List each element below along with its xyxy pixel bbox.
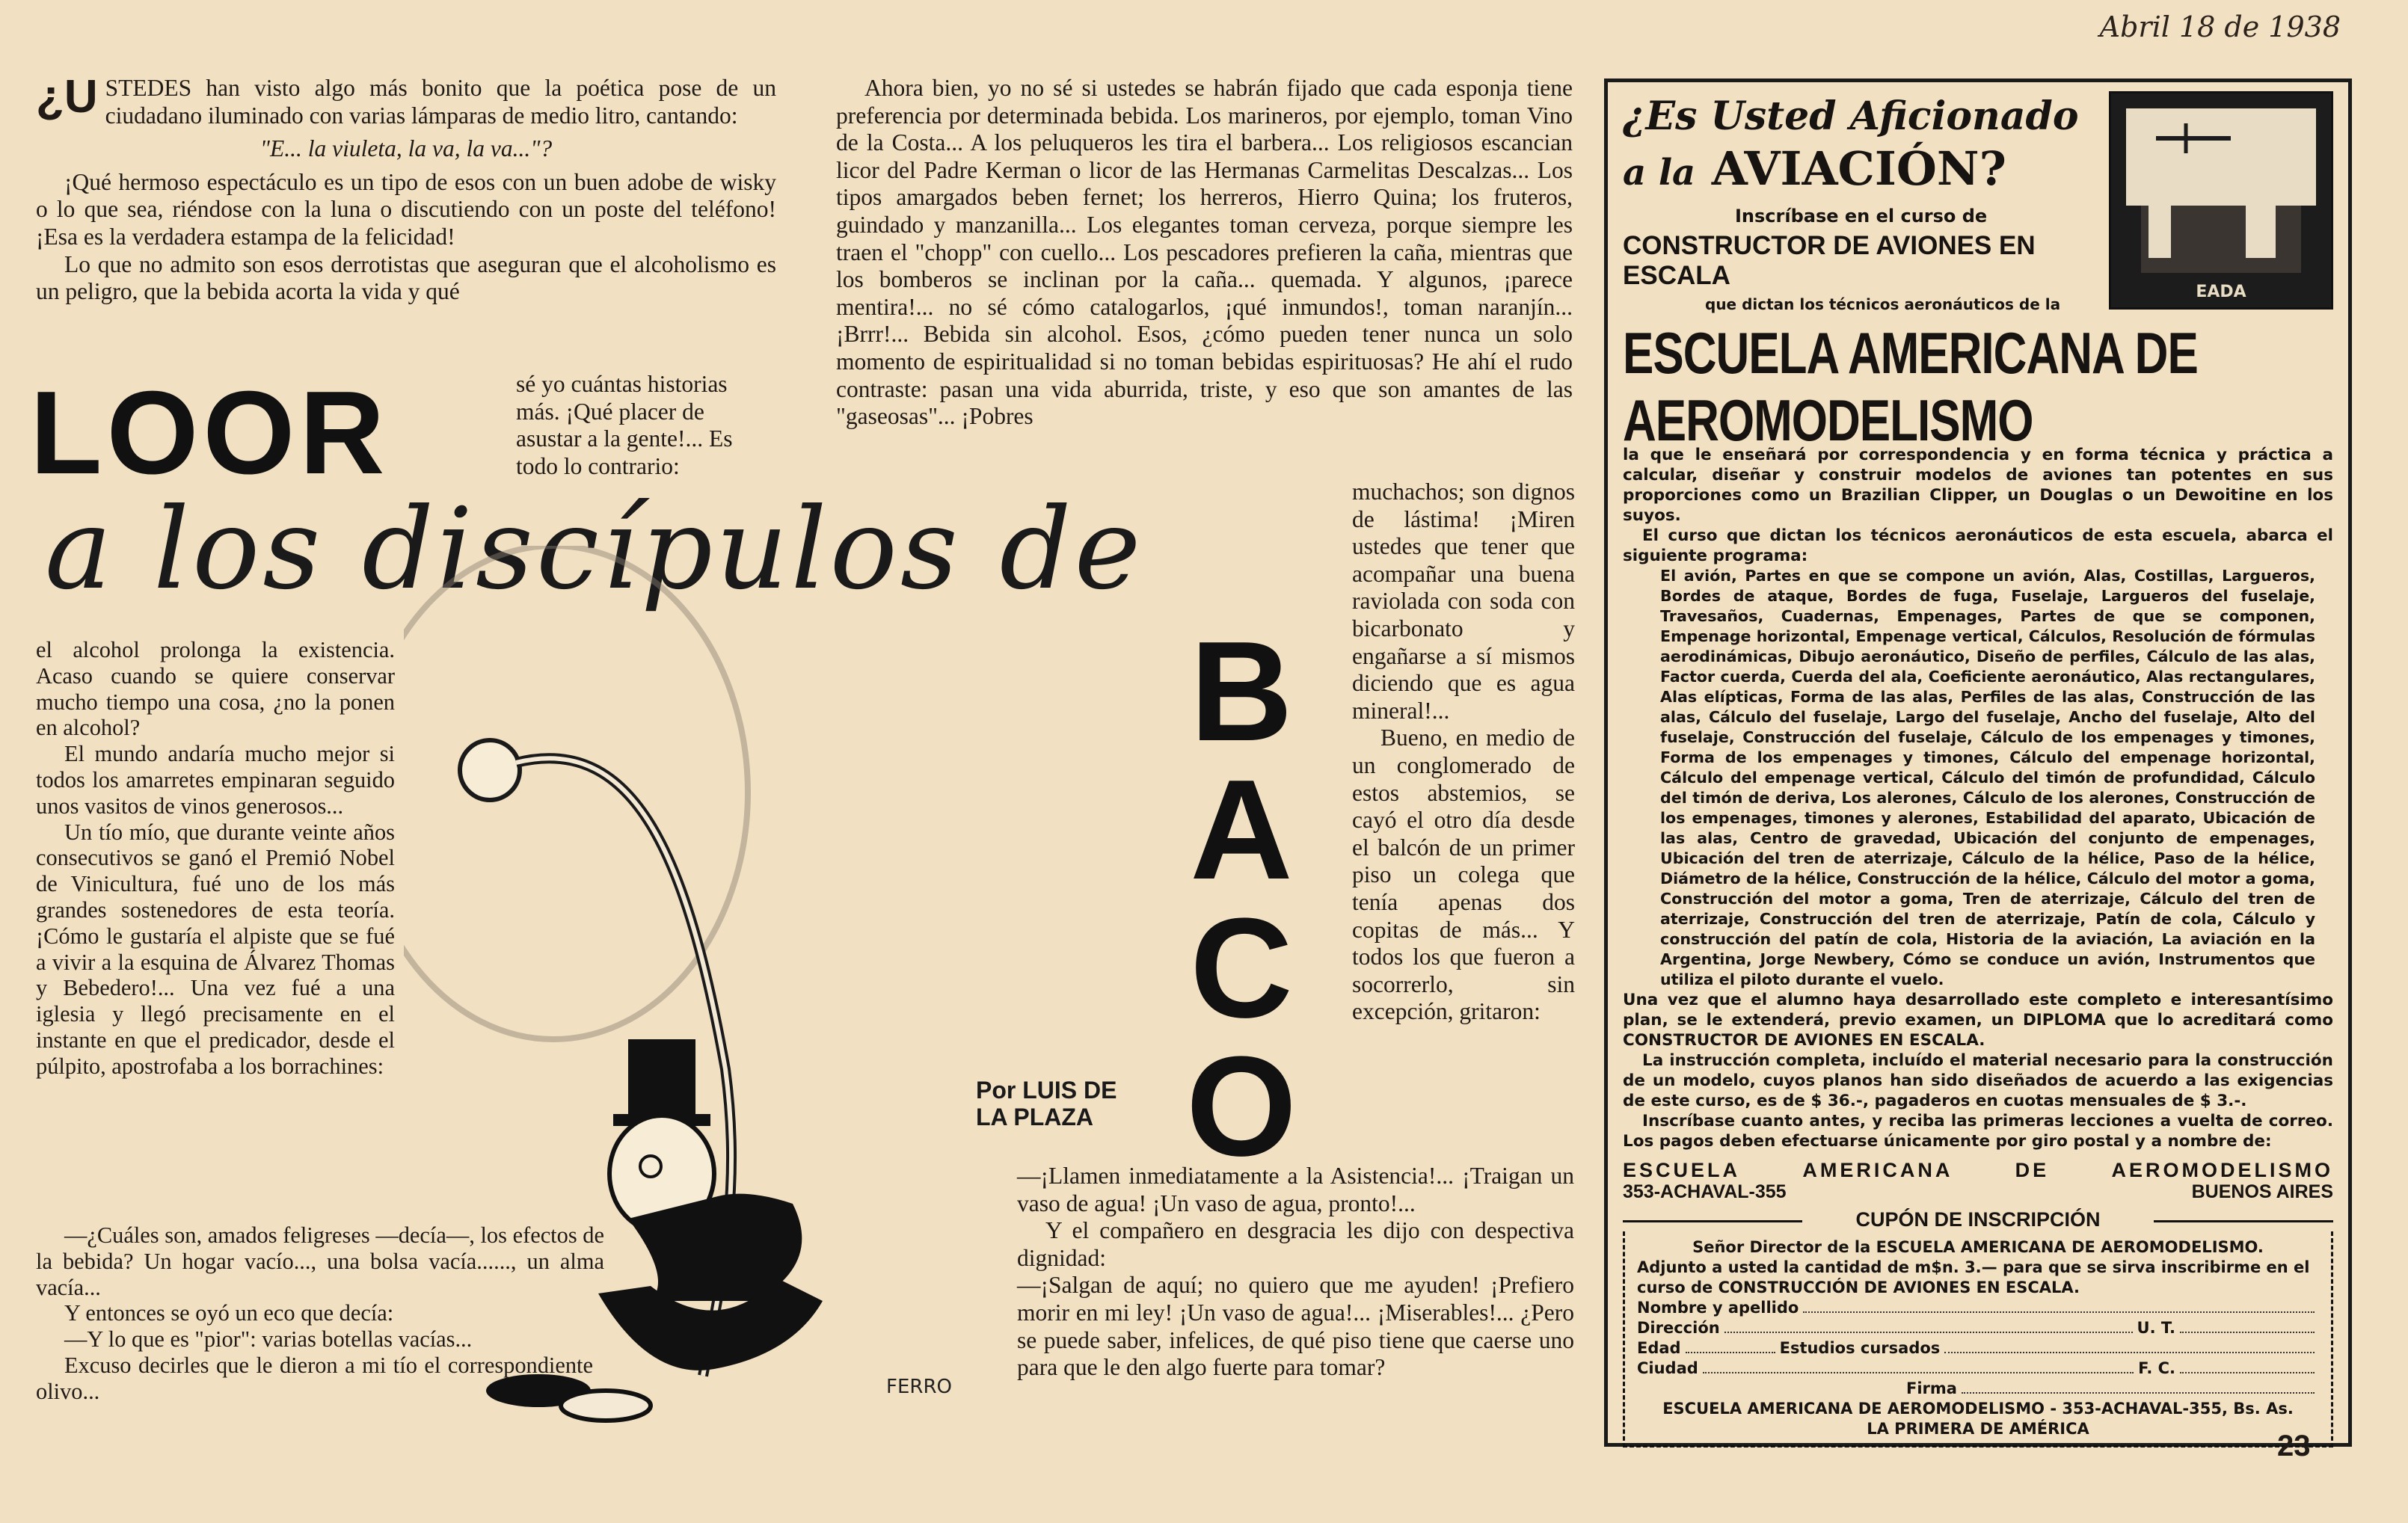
- illustration-label: EADA: [2196, 283, 2246, 301]
- city-field[interactable]: [1637, 1359, 2319, 1379]
- title-letter-c: C: [1190, 889, 1293, 1047]
- article-paragraph: el alcohol prolonga la existencia. Acaso cuando se quiere conservar mucho tiempo una cosa, ¿no la ponen en alcohol?: [36, 637, 395, 741]
- article-paragraph: STEDES han visto algo más bonito que la poética pose de un ciudadano iluminado con varias lámparas de medio litro, cantando:: [105, 75, 776, 129]
- article-paragraph: Y el compañero en desgracia les dijo con despectiva dignidad:: [1017, 1217, 1574, 1271]
- article-column-1-bottom: [36, 637, 395, 1080]
- article-paragraph: ¡Qué hermoso espectáculo es un tipo de esos con un buen adobe de wisky o lo que sea, riéndose con la luna o discutiendo con un poste del teléfono! ¡Esa es la verdadera estampa de la felicidad!: [36, 168, 776, 250]
- title-letter-b: B: [1190, 612, 1293, 771]
- article-paragraph: Y entonces se oyó un eco que decía:: [64, 1300, 394, 1326]
- article-paragraph: Bueno, en medio de un conglomerado de estos abstemios, se cayó el otro día desde el balcón de un primer piso un colega que tenía apenas dos copitas de más... Y todos los que fueron a socorrerlo, sin excepción, gritaron:: [1352, 724, 1575, 1025]
- signature-label: Firma: [1906, 1379, 1957, 1397]
- article-paragraph: Un tío mío, que durante veinte años consecutivos se ganó el Premió Nobel de Vinicultura, fué uno de los más grandes sostenedores de esta teoría. ¡Cómo le gustaría el alpiste que se fué a vivir a la esquina de Álvarez Thomas y Bebedero!... Una vez fué a una iglesia y llegó precisamente en el instante en que el predicador, desde el púlpito, apostrofaba a los borrachines:: [36, 819, 395, 1079]
- fc-label: F. C.: [2138, 1359, 2175, 1377]
- ad-paragraph: La instrucción completa, incluído el material necesario para la construcción de un modelo, cuyos planos han sido diseñados de acuerdo a las exigencias de este curso, es de $ 36.-, pagaderos en cuotas mensuales de $ 3.-.: [1623, 1051, 2333, 1110]
- ad-headline-1: ¿Es Usted Aficionado: [1623, 93, 2079, 139]
- article-quote: "E... la viuleta, la va, la va..."?: [259, 135, 553, 162]
- ad-subheading-3: que dictan los técnicos aeronáuticos de la: [1705, 295, 2061, 313]
- article-paragraph: —¡Salgan de aquí; no quiero que me ayuden! ¡Prefiero morir en mi ley! ¡Un vaso de agua!... ¡Miserables!... ¿Pero se puede saber, infelices, de qué piso tiene que caerse uno para que le den algo fuerte para tomar?: [1017, 1272, 1574, 1381]
- coupon-footer: ESCUELA AMERICANA DE AEROMODELISMO - 353-ACHAVAL-355, Bs. As.: [1662, 1400, 2294, 1418]
- article-column-1-top: [36, 71, 776, 306]
- name-blank[interactable]: [1803, 1299, 2315, 1313]
- ut-label: U. T.: [2137, 1319, 2175, 1337]
- ad-footer-address: [1623, 1181, 2333, 1202]
- studies-label: Estudios cursados: [1779, 1339, 1941, 1357]
- footer-word: AMERICANA: [1802, 1159, 1953, 1181]
- workshop-illustration: [2109, 91, 2333, 310]
- ad-paragraph: Una vez que el alumno haya desarrollado este completo e interesantísimo plan, se le extenderá, previo examen, un DIPLOMA que lo acreditará como CONSTRUCTOR DE AVIONES EN ESCALA.: [1623, 991, 2333, 1050]
- article-paragraph: El mundo andaría mucho mejor si todos los amarretes empinaran seguido unos vasitos de vinos generosos...: [36, 741, 395, 819]
- article-column-1-end: [36, 1222, 604, 1405]
- article-paragraph: Lo que no admito son esos derrotistas que aseguran que el alcoholismo es un peligro, que la bebida acorta la vida y qué: [36, 250, 776, 305]
- article-column-2-top: [836, 75, 1573, 431]
- title-letter-o: O: [1186, 1027, 1297, 1186]
- article-paragraph: Excuso decirles que le dieron a mi tío el correspondiente olivo...: [36, 1352, 593, 1404]
- ad-program: El avión, Partes en que se compone un avión, Alas, Costillas, Largueros, Bordes de ataque, Bordes de fuga, Fuselaje, Largueros del fuselaje, Travesaños, Cuadernas, Empenages, Partes de que se componen, Empenage horizontal, Empenage vertical, Cálculos, Resolución de fórmulas aerodinámicas, Dibujo aeronáutico, Diseño de perfiles, Cálculo de las alas, Factor cuerda, Cuerda del ala, Coeficiente aeronáutico, Alas rectangulares, Alas elípticas, Forma de las alas, Perfiles de las alas, Construcción de las alas, Cálculo del fuselaje, Largo del fuselaje, Ancho del fuselaje, Alto del fuselaje, Construcción del fuselaje, Cálculo de los empenages y timones, Forma de los empenages y timones, Cálculo del empenage horizontal, Cálculo del empenage vertical, Cálculo del timón de profundidad, Cálculo del timón de deriva, Los alerones, Cálculo de los alerones, Construcción de los empenages, timones y alerones, Estabilidad del aparato, Ubicación de las alas, Centro de gravedad, Ubicación del conjunto de empenages, Ubicación del tren de aterrizaje, Cálculo de la hélice, Paso de la hélice, Diámetro de la hélice, Construcción de la hélice, Cálculo del motor a goma, Construcción del motor a goma, Tren de aterrizaje, Cálculo del tren de aterrizaje, Construcción del tren de aterrizaje, Patín de cola, Cálculo y construcción del patín de cola, Historia de la aviación, La aviación en la Argentina, Jorge Newbery, Cómo se conduce un avión, Instrumentos que utiliza el piloto durante el vuelo.: [1660, 567, 2315, 988]
- address-blank[interactable]: [1724, 1320, 2133, 1333]
- signature-blank[interactable]: [1962, 1380, 2315, 1394]
- issue-date: Abril 18 de 1938: [2099, 10, 2341, 43]
- studies-blank[interactable]: [1944, 1340, 2315, 1353]
- article-paragraph: —¡Llamen inmediatamente a la Asistencia!... ¡Traigan un vaso de agua! ¡Un vaso de agua, pronto!...: [1017, 1163, 1574, 1216]
- name-field[interactable]: [1637, 1298, 2319, 1318]
- workshop-drawing: [2111, 93, 2331, 307]
- registration-coupon: [1623, 1231, 2333, 1447]
- age-label: Edad: [1637, 1339, 1681, 1357]
- coupon-title: CUPÓN DE INSCRIPCIÓN: [1623, 1208, 2333, 1231]
- page-number: 23: [2277, 1430, 2311, 1462]
- city-blank[interactable]: [1703, 1360, 2134, 1373]
- article-paragraph: —¿Cuáles son, amados feligreses —decía—, los efectos de la bebida? Un hogar vacío..., una bolsa vacía......, un alma vacía...: [36, 1222, 604, 1300]
- ad-footer-name: [1623, 1159, 2333, 1181]
- footer-city: BUENOS AIRES: [2191, 1181, 2333, 1202]
- drop-cap: ¿U: [36, 71, 98, 123]
- age-field[interactable]: [1637, 1338, 2319, 1359]
- article-column-2-bottom: [1017, 1163, 1574, 1382]
- name-label: Nombre y apellido: [1637, 1299, 1799, 1317]
- title-letter-a: A: [1190, 751, 1293, 909]
- ad-body: [1623, 445, 2333, 1151]
- article-column-1-aside: [516, 371, 774, 480]
- footer-word: AEROMODELISMO: [2111, 1159, 2333, 1181]
- ad-paragraph: El curso que dictan los técnicos aeronáuticos de esta escuela, abarca el siguiente programa:: [1623, 526, 2333, 565]
- school-name: ESCUELA AMERICANA DE AEROMODELISMO: [1623, 321, 2198, 454]
- article-paragraph: muchachos; son dignos de lástima! ¡Miren ustedes que tener que acompañar una buena raviolada con soda con bicarbonato y engañarse a sí mismos diciendo que es agua mineral!...: [1352, 479, 1575, 724]
- article-paragraph: —Y lo que es "pior": varias botellas vacías...: [64, 1326, 473, 1353]
- byline-line-1: Por LUIS DE: [976, 1077, 1117, 1104]
- aviation-school-advertisement: [1604, 79, 2352, 1447]
- age-blank[interactable]: [1686, 1340, 1775, 1353]
- coupon-footer: LA PRIMERA DE AMÉRICA: [1867, 1420, 2089, 1438]
- fc-blank[interactable]: [2180, 1360, 2315, 1373]
- ad-paragraph: Inscríbase cuanto antes, y reciba las primeras lecciones a vuelta de correo. Los pagos deben efectuarse únicamente por giro postal y a nombre de:: [1623, 1112, 2333, 1151]
- ad-paragraph: la que le enseñará por correspondencia y en forma técnica y práctica a calcular, diseñar y construir modelos de aviones tan potentes en sus proporciones como un Brazilian Clipper, un Douglas o un Dewoitine en los suyos.: [1623, 446, 2333, 525]
- article-paragraph: sé yo cuántas historias más. ¡Qué placer de asustar a la gente!... Es todo lo contrario:: [516, 371, 733, 479]
- ad-headline-prefix: a la: [1623, 152, 1696, 194]
- ad-subheading-1: Inscríbase en el curso de: [1735, 206, 1988, 227]
- signature-field[interactable]: [1637, 1379, 2319, 1399]
- byline-line-2: LA PLAZA: [976, 1104, 1094, 1130]
- coupon-line: Señor Director de la ESCUELA AMERICANA DE AEROMODELISMO.: [1692, 1238, 2264, 1256]
- illustrator-signature: FERRO: [886, 1376, 952, 1398]
- footer-word: DE: [2015, 1159, 2050, 1181]
- footer-address: 353-ACHAVAL-355: [1623, 1181, 1787, 1202]
- address-label: Dirección: [1637, 1319, 1720, 1337]
- footer-word: ESCUELA: [1623, 1159, 1741, 1181]
- article-column-2-right: [1352, 479, 1575, 1026]
- byline: [976, 1077, 1117, 1130]
- article-paragraph: Ahora bien, yo no sé si ustedes se habrán fijado que cada esponja tiene preferencia por determinada bebida. Los marineros, por ejemplo, toman Vino de la Costa... A los peluqueros les tira el barbera... Los religiosos escancian licor del Padre Kerman o licor de las Hermanas Carmelitas Descalzas... Los tipos amargados beben fernet; los herreros, Hierro Quina; los fruteros, guindado y manzanilla... Los elegantes toman cerveza, porque siempre les traen el "chopp" con cuello... Los pescadores prefieren la caña, mientras que los bomberos se inclinan por la caña... quemada. Y algunos, ¡parece mentira!... no sé cómo catalogarlos, ¡qué inmundos!, toman naranjín... ¡Brrr!... Bebida sin alcohol. Esos, ¿cómo pueden tener nunca un solo momento de espiritualidad si no toman bebidas espirituosas? He ahí el rudo contraste: pasan una vida aburrida, triste, y eso que son amantes de las "gaseosas"... ¡Pobres: [836, 75, 1573, 430]
- ad-headline-2: [1623, 141, 2101, 201]
- title-loor: LOOR: [30, 367, 390, 499]
- ad-headline-main: AVIACIÓN?: [1711, 141, 2006, 196]
- coupon-line: Adjunto a usted la cantidad de m$n. 3.— para que se sirva inscribirme en el curso de CONSTRUCCIÓN DE AVIONES EN ESCALA.: [1637, 1258, 2310, 1296]
- ut-blank[interactable]: [2180, 1320, 2315, 1333]
- address-field[interactable]: [1637, 1318, 2319, 1338]
- city-label: Ciudad: [1637, 1359, 1698, 1377]
- ad-subheading-2: CONSTRUCTOR DE AVIONES EN ESCALA: [1623, 231, 2036, 290]
- title-script: a los discípulos de: [45, 484, 1144, 615]
